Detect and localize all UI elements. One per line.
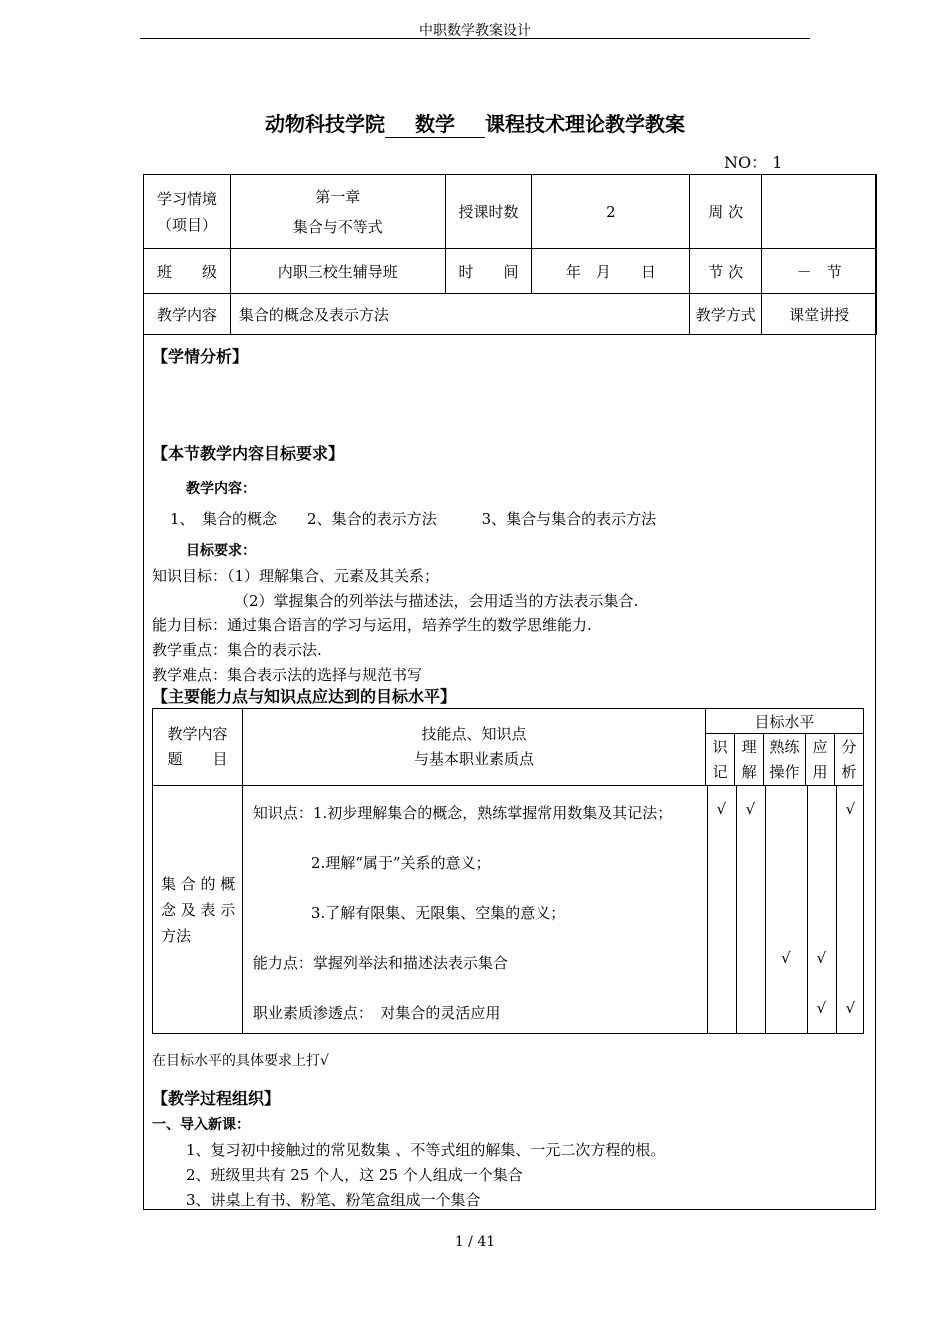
chapter-title: 集合与不等式 bbox=[292, 217, 383, 236]
level-operate-header: 熟练 操作 bbox=[764, 734, 806, 786]
week-value bbox=[762, 175, 877, 249]
title-prefix: 动物科技学院 bbox=[265, 112, 385, 136]
course-info-table bbox=[143, 174, 877, 335]
process-heading: 【教学过程组织】 bbox=[152, 1089, 281, 1108]
points-column-header: 技能点、知识点 与基本职业素质点 bbox=[242, 709, 705, 786]
check-mark: √ bbox=[845, 800, 856, 818]
hours-label: 授课时数 bbox=[445, 175, 532, 249]
content-label: 教学内容 bbox=[144, 294, 231, 335]
goals-heading: 【本节教学内容目标要求】 bbox=[152, 444, 345, 463]
intro-heading: 一、导入新课： bbox=[152, 1117, 250, 1133]
quality-point: 职业素质渗透点： 对集合的灵活应用 bbox=[252, 1004, 501, 1022]
level-apply-header: 应 用 bbox=[806, 734, 835, 786]
knowledge-point-1: 知识点：1.初步理解集合的概念，熟练掌握常用数集及其记法； bbox=[252, 804, 673, 822]
topic-column-header: 教学内容 题 目 bbox=[153, 709, 243, 786]
level-analyze-header: 分 析 bbox=[834, 734, 863, 786]
content-value: 集合的概念及表示方法 bbox=[230, 294, 689, 335]
title-suffix: 课程技术理论教学教案 bbox=[485, 112, 685, 136]
knowledge-goal-2: （2）掌握集合的列举法与描述法，会用适当的方法表示集合. bbox=[234, 592, 639, 610]
points-cell bbox=[242, 786, 863, 1034]
knowledge-point-3: 3.了解有限集、无限集、空集的意义； bbox=[310, 904, 566, 922]
week-label: 周 次 bbox=[690, 175, 762, 249]
time-value: 年 月 日 bbox=[532, 249, 690, 294]
class-label: 班 级 bbox=[144, 249, 231, 294]
knowledge-point-2: 2.理解“属于”关系的意义； bbox=[310, 854, 491, 872]
header-rule bbox=[140, 38, 810, 39]
title-subject: 数学 bbox=[385, 108, 485, 138]
document-title bbox=[0, 108, 950, 138]
levels-heading: 【主要能力点与知识点应达到的目标水平】 bbox=[152, 687, 457, 706]
knowledge-goal-1: 知识目标：（1）理解集合、元素及其关系； bbox=[152, 567, 440, 585]
chapter-number: 第一章 bbox=[315, 187, 361, 206]
teaching-items: 1、 集合的概念 2、集合的表示方法 3、集合与集合的表示方法 bbox=[170, 510, 657, 528]
document-number: NO： 1 bbox=[724, 153, 783, 172]
time-label: 时 间 bbox=[445, 249, 532, 294]
page-header: 中职数学教案设计 bbox=[419, 23, 531, 39]
period-value: － 节 bbox=[762, 249, 877, 294]
difficulty-point: 教学难点：集合表示法的选择与规范书写 bbox=[152, 666, 423, 684]
method-label: 教学方式 bbox=[690, 294, 762, 335]
lesson-body bbox=[144, 334, 874, 1209]
teaching-content-label: 教学内容： bbox=[186, 481, 256, 497]
page-number: 1 / 41 bbox=[454, 1234, 496, 1250]
hours-value: 2 bbox=[532, 175, 690, 249]
ability-goal: 能力目标：通过集合语言的学习与运用，培养学生的数学思维能力. bbox=[152, 616, 592, 634]
period-label: 节 次 bbox=[690, 249, 762, 294]
check-mark: √ bbox=[845, 999, 856, 1017]
check-mark: √ bbox=[781, 949, 791, 967]
check-mark: √ bbox=[816, 999, 827, 1017]
ability-point: 能力点：掌握列举法和描述法表示集合 bbox=[252, 954, 508, 972]
level-memorize-header: 识 记 bbox=[706, 734, 735, 786]
level-note: 在目标水平的具体要求上打√ bbox=[152, 1053, 329, 1069]
situation-label: 学习情境 （项目） bbox=[144, 175, 231, 249]
topic-cell: 集 合 的 概 念 及 表 示 方法 bbox=[153, 786, 243, 1034]
check-mark: √ bbox=[816, 949, 827, 967]
analysis-heading: 【学情分析】 bbox=[152, 347, 249, 366]
intro-item-2: 2、班级里共有 25 个人，这 25 个人组成一个集合 bbox=[186, 1166, 523, 1184]
intro-item-3: 3、讲桌上有书、粉笔、粉笔盒组成一个集合 bbox=[186, 1191, 481, 1209]
class-value: 内职三校生辅导班 bbox=[230, 249, 445, 294]
goal-label: 目标要求： bbox=[186, 543, 256, 559]
method-value: 课堂讲授 bbox=[762, 294, 877, 335]
target-level-header: 目标水平 bbox=[706, 709, 864, 734]
check-mark: √ bbox=[716, 800, 727, 818]
key-point: 教学重点：集合的表示法. bbox=[152, 641, 322, 659]
intro-item-1: 1、复习初中接触过的常见数集 、不等式组的解集、一元二次方程的根。 bbox=[186, 1141, 666, 1159]
level-understand-header: 理 解 bbox=[735, 734, 764, 786]
check-mark: √ bbox=[745, 800, 756, 818]
target-level-table bbox=[152, 708, 864, 1034]
chapter-cell bbox=[230, 175, 445, 249]
